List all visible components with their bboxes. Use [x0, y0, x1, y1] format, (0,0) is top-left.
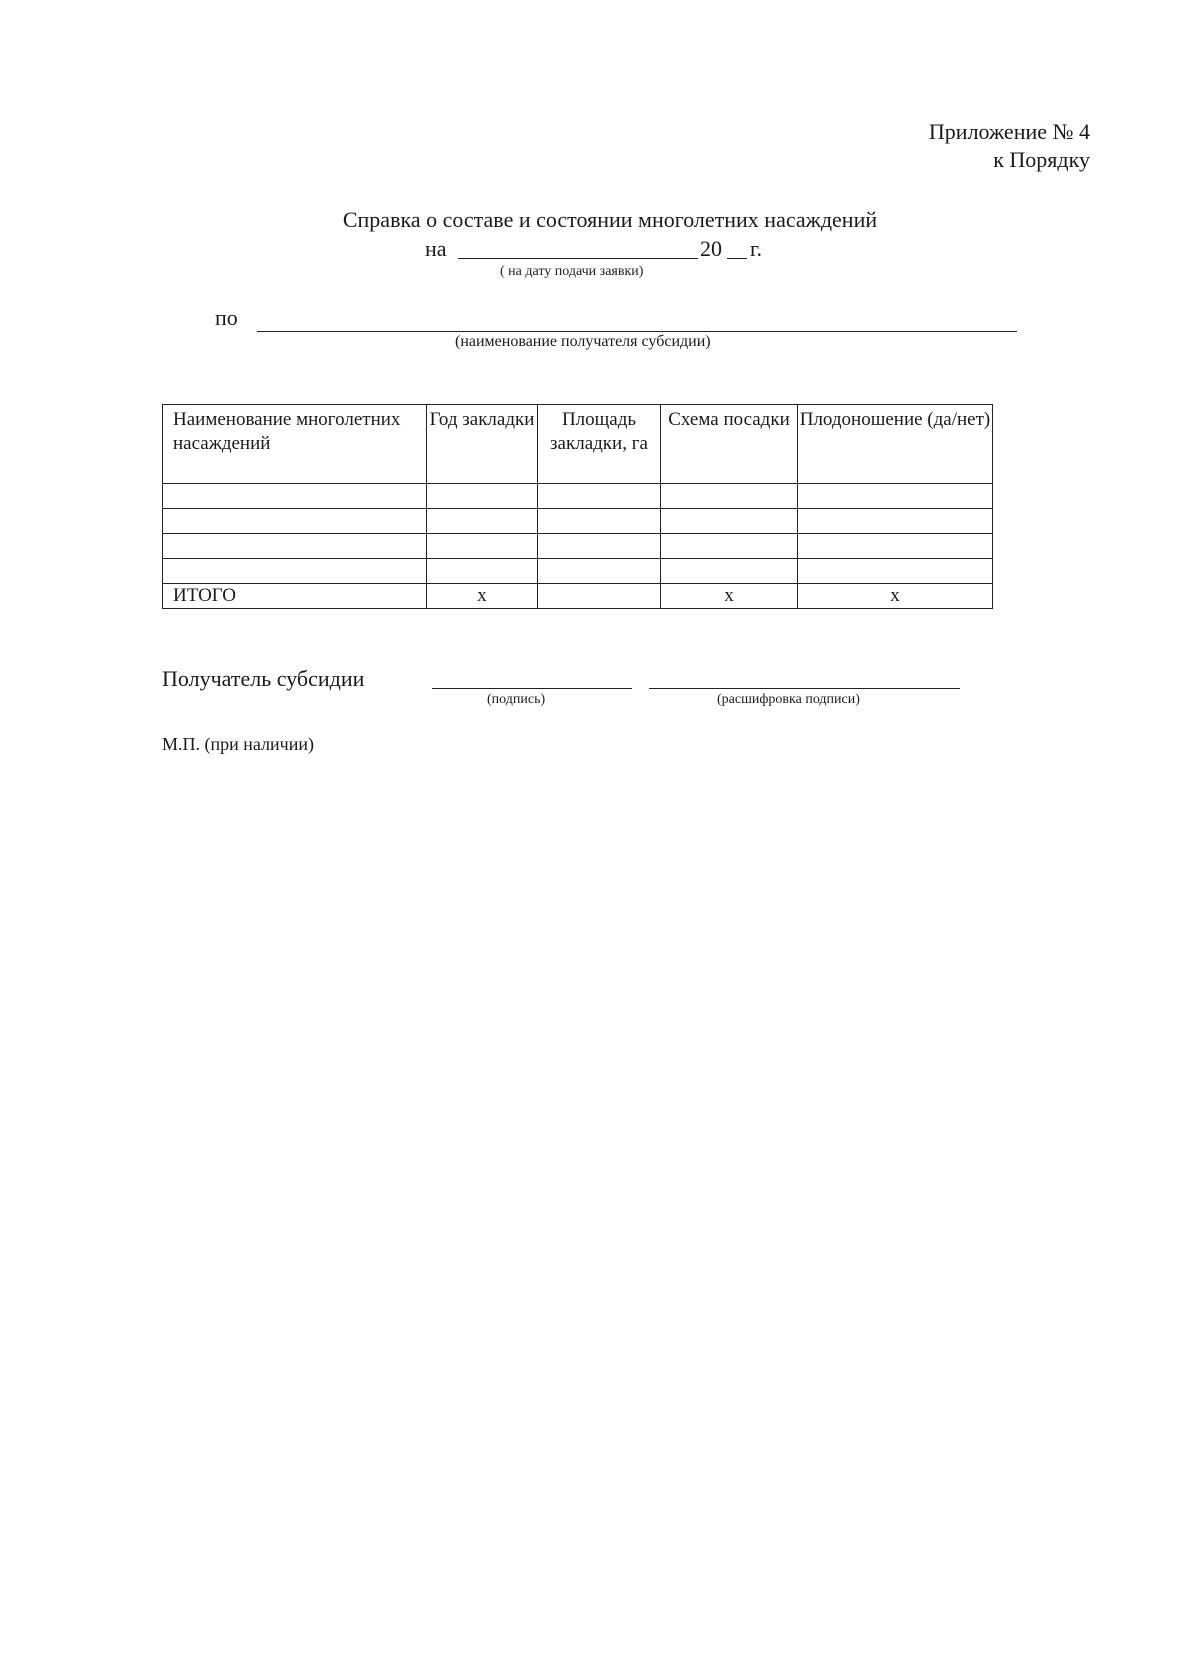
- signature-decode-caption: (расшифровка подписи): [717, 692, 860, 707]
- cell-planting-scheme[interactable]: [661, 559, 798, 584]
- header-planting-year: Год закладки: [427, 405, 538, 484]
- recipient-prefix: по: [215, 305, 238, 330]
- cell-fruiting[interactable]: [798, 559, 993, 584]
- table-row: [163, 559, 993, 584]
- table-row: [163, 484, 993, 509]
- cell-planting-name[interactable]: [163, 559, 427, 584]
- appendix-reference: [929, 118, 1090, 174]
- cell-planting-year[interactable]: [427, 534, 538, 559]
- cell-planting-year[interactable]: [427, 559, 538, 584]
- cell-planting-year[interactable]: [427, 509, 538, 534]
- header-planting-name: Наименование многолетних насаждений: [163, 405, 427, 484]
- year-prefix: 20: [700, 236, 722, 261]
- cell-fruiting[interactable]: [798, 534, 993, 559]
- cell-planting-scheme[interactable]: [661, 484, 798, 509]
- table-total-row: [163, 584, 993, 609]
- date-caption: ( на дату подачи заявки): [500, 264, 644, 279]
- date-blank-field[interactable]: [458, 258, 698, 259]
- signature-blank-field[interactable]: [432, 688, 632, 689]
- date-prefix: на: [425, 236, 447, 261]
- year-suffix: г.: [750, 236, 763, 261]
- total-scheme-cell: х: [661, 584, 798, 609]
- cell-fruiting[interactable]: [798, 484, 993, 509]
- recipient-caption: (наименование получателя субсидии): [455, 333, 711, 350]
- cell-planting-year[interactable]: [427, 484, 538, 509]
- plantings-table: [162, 404, 993, 609]
- recipient-signature-label: Получатель субсидии: [162, 666, 365, 691]
- stamp-note: М.П. (при наличии): [162, 734, 314, 754]
- cell-planting-scheme[interactable]: [661, 509, 798, 534]
- cell-planting-name[interactable]: [163, 484, 427, 509]
- header-planting-scheme: Схема посадки: [661, 405, 798, 484]
- cell-planting-scheme[interactable]: [661, 534, 798, 559]
- header-planting-area: Площадь закладки, га: [538, 405, 661, 484]
- table-row: [163, 534, 993, 559]
- cell-planting-area[interactable]: [538, 534, 661, 559]
- total-fruiting-cell: х: [798, 584, 993, 609]
- table-row: [163, 509, 993, 534]
- header-fruiting: Плодоношение (да/нет): [798, 405, 993, 484]
- signature-decode-blank-field[interactable]: [649, 688, 960, 689]
- year-blank-field[interactable]: [727, 258, 747, 259]
- cell-planting-area[interactable]: [538, 509, 661, 534]
- appendix-number: Приложение № 4: [928, 119, 1090, 144]
- total-label: ИТОГО: [163, 584, 427, 609]
- document-title-text: Справка о составе и состоянии многолетних насаждений: [342, 207, 878, 232]
- cell-planting-area[interactable]: [538, 559, 661, 584]
- table-header-row: [163, 405, 993, 484]
- appendix-order-ref: к Порядку: [993, 147, 1090, 172]
- cell-planting-name[interactable]: [163, 509, 427, 534]
- document-title: [0, 207, 1200, 233]
- cell-planting-area[interactable]: [538, 484, 661, 509]
- recipient-blank-field[interactable]: [257, 331, 1017, 332]
- cell-fruiting[interactable]: [798, 509, 993, 534]
- signature-caption: (подпись): [487, 692, 546, 707]
- total-area-cell[interactable]: [538, 584, 661, 609]
- cell-planting-name[interactable]: [163, 534, 427, 559]
- total-year-cell: х: [427, 584, 538, 609]
